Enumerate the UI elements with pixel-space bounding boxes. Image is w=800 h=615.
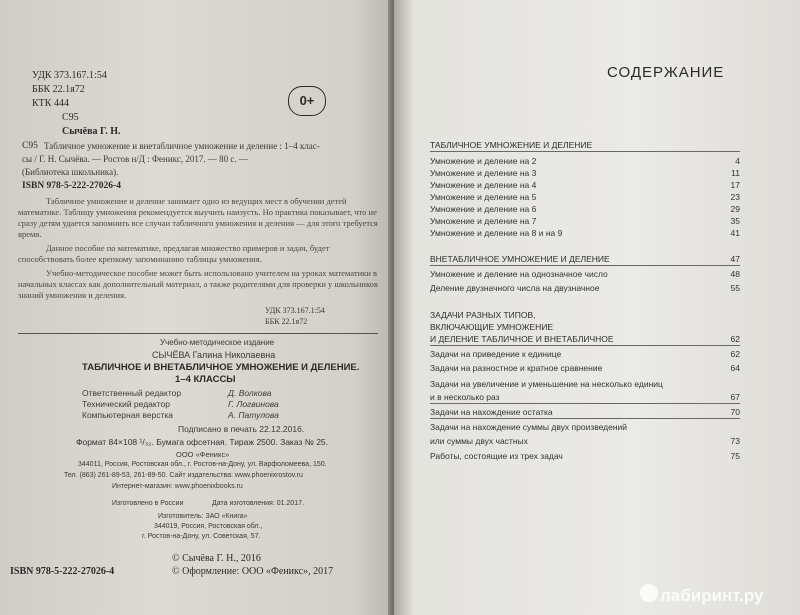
online-shop: Интернет-магазин: www.phoenixbooks.ru (112, 483, 243, 490)
divider (18, 333, 378, 334)
edition-type: Учебно-методическое издание (160, 338, 275, 347)
biblio-line-1: Табличное умножение и внетабличное умножение и деление : 1–4 клас- (44, 141, 320, 151)
toc-entry-page: 29 (730, 204, 740, 214)
toc-entry (430, 436, 740, 446)
credit-name: А. Патулова (228, 410, 279, 420)
toc-entry (430, 228, 740, 238)
toc-entry-page: 4 (735, 156, 740, 166)
toc-entry-label: Задачи на приведение к единице (430, 349, 562, 359)
credit-row (82, 410, 173, 420)
copyright-design: © Оформление: ООО «Феникс», 2017 (172, 566, 334, 577)
toc-entry (430, 407, 740, 417)
toc-entry-page: 11 (731, 168, 740, 178)
publisher: ООО «Феникс» (176, 450, 230, 459)
toc-entry-label: Работы, состоящие из трех задач (430, 451, 563, 461)
credit-row (82, 388, 181, 398)
toc-entry (430, 168, 740, 178)
toc-entry-page: 35 (730, 216, 740, 226)
manufacturer-address-1: 344019, Россия, Ростовская обл., (154, 523, 263, 530)
toc-entry-label: Умножение и деление на 6 (430, 204, 537, 214)
print-date: Подписано в печать 22.12.2016. (178, 424, 305, 434)
toc-entry-page: 64 (730, 363, 740, 373)
watermark: лабиринт.ру (660, 586, 764, 605)
ktk-code: КТК 444 (32, 98, 69, 109)
contents-title: СОДЕРЖАНИЕ (607, 64, 725, 81)
toc-entry-label: Умножение и деление на 4 (430, 180, 537, 190)
toc-entry-label: Умножение и деление на 3 (430, 168, 537, 178)
annotation-paragraph-1: Табличное умножение и деление занимает одно из ведущих мест в обучении детей математике. Таблицу умножения рекомендуется выучить наизусть. Но практика показывает, что не сразу детям удается запомнить все случаи табличного умножения и деления — для этого требуется время. (18, 196, 378, 239)
toc-entry (430, 363, 740, 373)
toc-entry-label: Задачи на нахождение суммы двух произведений (430, 422, 628, 432)
watermark-logo-icon (640, 584, 658, 602)
toc-entry-page: 47 (730, 254, 740, 264)
toc-entry (430, 283, 740, 293)
section-3-heading-line-2: ВКЛЮЧАЮЩИЕ УМНОЖЕНИЕ (430, 322, 554, 332)
made-in: Изготовлено в России (112, 500, 184, 507)
credit-row (82, 399, 170, 409)
rule (430, 418, 740, 419)
toc-entry-label: и в несколько раз (430, 392, 500, 402)
toc-entry (430, 349, 740, 359)
toc-entry-label: или суммы двух частных (430, 436, 528, 446)
rule (430, 265, 740, 266)
made-date: Дата изготовления: 01.2017. (212, 500, 304, 507)
credit-name: Г. Логвинова (228, 399, 279, 409)
toc-entry (430, 392, 740, 402)
contents-page (394, 0, 800, 615)
toc-entry (430, 192, 740, 202)
annotation (18, 196, 378, 304)
toc-entry-page: 23 (730, 192, 740, 202)
rule (430, 403, 740, 404)
imprint-page (0, 0, 392, 615)
biblio-code: С95 (22, 141, 38, 151)
section-3-heading-line-1: ЗАДАЧИ РАЗНЫХ ТИПОВ, (430, 310, 536, 320)
isbn-bottom: ISBN 978-5-222-27026-4 (10, 566, 115, 577)
credit-role: Компьютерная верстка (82, 410, 174, 420)
publisher-address: 344011, Россия, Ростовская обл., г. Ростов-на-Дону, ул. Варфоломеева, 150. (78, 461, 327, 468)
rule (430, 345, 740, 346)
biblio-line-2: сы / Г. Н. Сычёва. — Ростов н/Д : Феникс, 2017. — 80 с. — (22, 154, 248, 164)
author-heading: Сычёва Г. Н. (62, 126, 121, 137)
toc-entry-page: 62 (730, 334, 740, 344)
toc-entry-label: Деление двузначного числа на двузначное (430, 283, 600, 293)
section-3-heading-line-3 (430, 334, 740, 344)
toc-entry (430, 156, 740, 166)
toc-entry (430, 180, 740, 190)
toc-entry-label: Задачи на разностное и кратное сравнение (430, 363, 603, 373)
section-1-heading: ТАБЛИЧНОЕ УМНОЖЕНИЕ И ДЕЛЕНИЕ (430, 140, 593, 150)
manufacturer-address-2: г. Ростов-на-Дону, ул. Советская, 57. (142, 533, 261, 540)
section-heading-label: ВНЕТАБЛИЧНОЕ УМНОЖЕНИЕ И ДЕЛЕНИЕ (430, 254, 610, 264)
toc-entry (430, 379, 740, 389)
toc-entry-page: 41 (730, 228, 740, 238)
c-code: С95 (62, 112, 79, 123)
toc-entry-label: Задачи на нахождение остатка (430, 407, 553, 417)
rule (430, 151, 740, 152)
bbk-code: ББК 22.1я72 (32, 84, 85, 95)
toc-entry-page: 73 (730, 436, 740, 446)
author-full: СЫЧЁВА Галина Николаевна (152, 350, 276, 360)
publisher-phone: Тел. (863) 261-89-53, 261-89-50. Сайт издательства: www.phoenixrostov.ru (64, 472, 303, 479)
toc-entry-label: Умножение и деление на 7 (430, 216, 537, 226)
biblio-line-3: (Библиотека школьника). (22, 167, 119, 177)
toc-entry (430, 204, 740, 214)
toc-entry-label: Умножение и деление на однозначное число (430, 269, 608, 279)
credit-role: Технический редактор (82, 399, 170, 409)
udk-bottom: УДК 373.167.1:54 (265, 306, 325, 315)
credit-role: Ответственный редактор (82, 388, 182, 398)
manufacturer: Изготовитель: ЗАО «Книга» (158, 513, 248, 520)
isbn-top: ISBN 978-5-222-27026-4 (22, 181, 121, 191)
age-rating-badge: 0+ (288, 86, 326, 116)
credit-name: Д. Волкова (228, 388, 272, 398)
toc-entry (430, 422, 740, 432)
toc-entry-page: 48 (730, 269, 740, 279)
toc-entry (430, 269, 740, 279)
toc-entry (430, 216, 740, 226)
book-title-1: ТАБЛИЧНОЕ И ВНЕТАБЛИЧНОЕ УМНОЖЕНИЕ И ДЕЛЕНИЕ. (82, 362, 360, 373)
toc-entry-page: 75 (730, 451, 740, 461)
section-2-heading (430, 254, 740, 264)
copyright-author: © Сычёва Г. Н., 2016 (172, 553, 261, 564)
bbk-bottom: ББК 22.1я72 (265, 317, 308, 326)
toc-entry-page: 70 (730, 407, 740, 417)
toc-entry-label: Задачи на увеличение и уменьшение на несколько единиц (430, 379, 663, 389)
section-heading-label: И ДЕЛЕНИЕ ТАБЛИЧНОЕ И ВНЕТАБЛИЧНОЕ (430, 334, 614, 344)
annotation-paragraph-2: Данное пособие по математике, предлагая множество примеров и задач, будет способствовать более крепкому запоминанию таблицы умножения. (18, 243, 330, 264)
annotation-paragraph-3: Учебно-методическое пособие может быть использовано учителем на уроках математики в начальных классах как дополнительный материал, а также родителями для проверки у школьников знаний умножения и деления. (18, 268, 378, 300)
toc-entry-label: Умножение и деление на 5 (430, 192, 537, 202)
toc-entry-label: Умножение и деление на 2 (430, 156, 537, 166)
format-line: Формат 84×108 ¹/₃₂. Бумага офсетная. Тираж 2500. Заказ № 25. (76, 437, 329, 447)
toc-entry-page: 17 (730, 180, 740, 190)
toc-entry (430, 451, 740, 461)
udk-code: УДК 373.167.1:54 (32, 70, 107, 81)
toc-entry-page: 67 (730, 392, 740, 402)
toc-entry-page: 55 (730, 283, 740, 293)
toc-entry-page: 62 (730, 349, 740, 359)
toc-entry-label: Умножение и деление на 8 и на 9 (430, 228, 563, 238)
book-title-2: 1–4 КЛАССЫ (175, 374, 236, 385)
